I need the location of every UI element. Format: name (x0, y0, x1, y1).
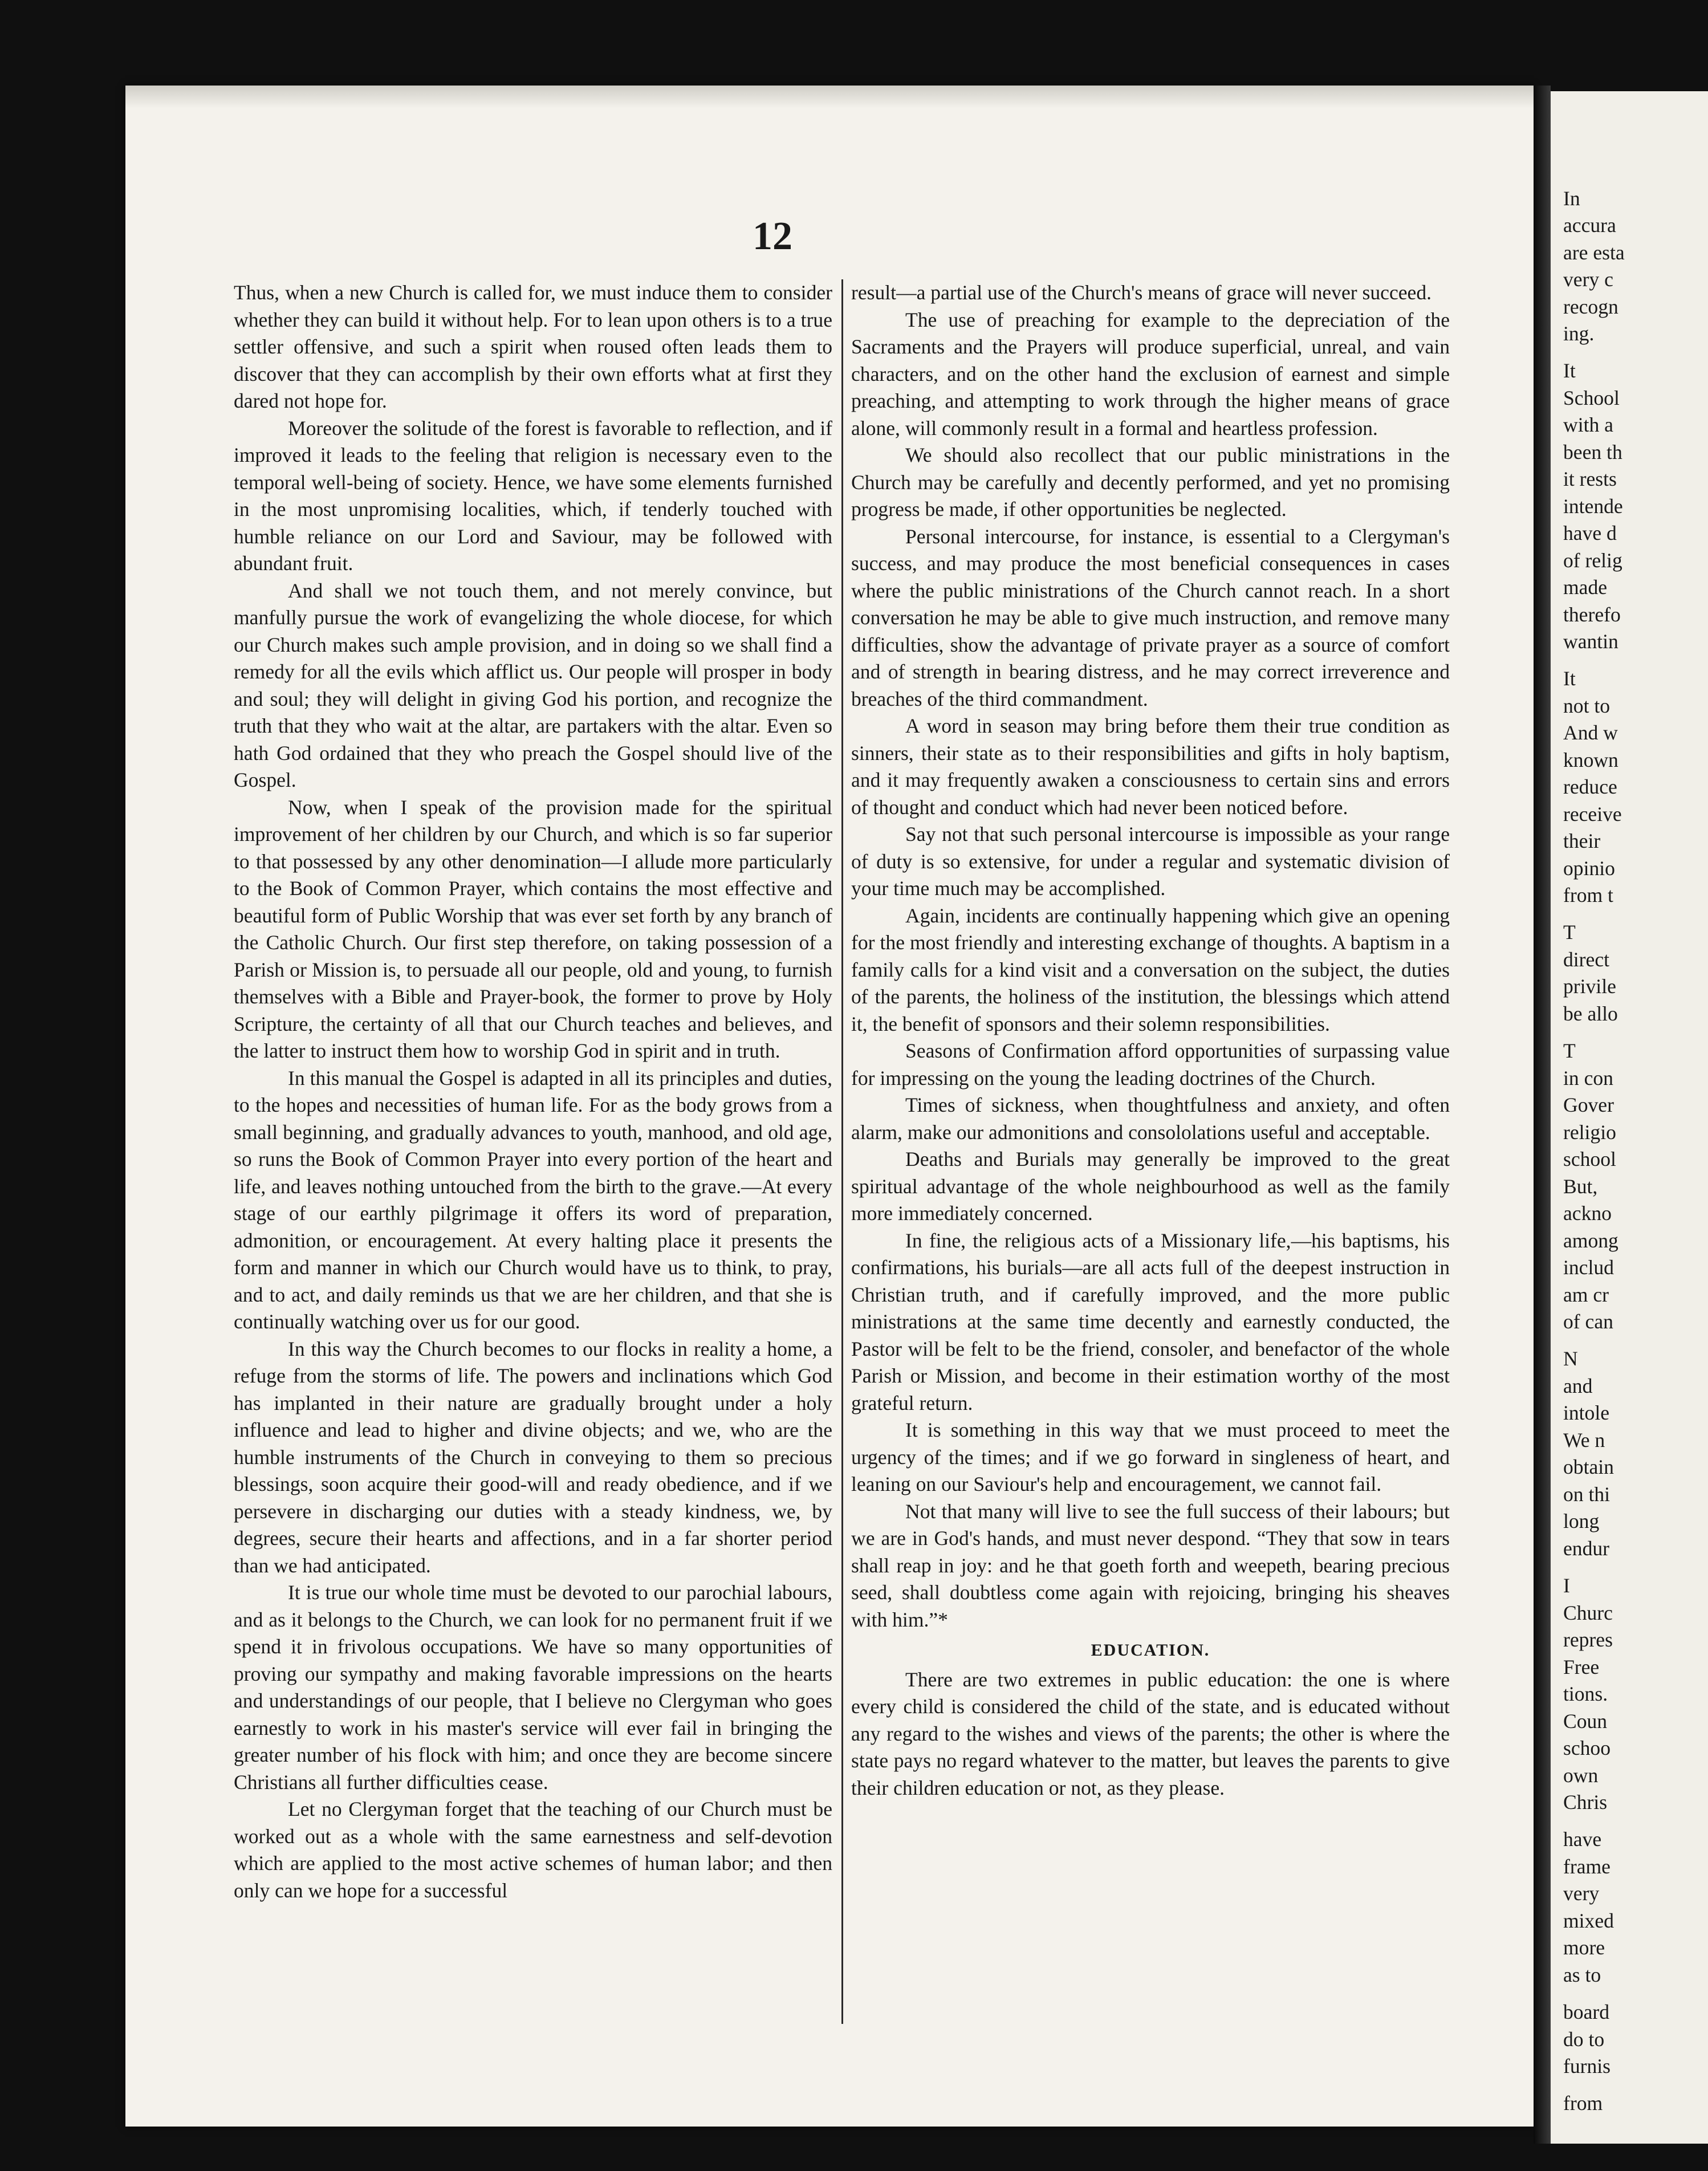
left-text-column (234, 279, 832, 2081)
adjacent-page-text-fragment: and (1563, 1375, 1593, 1397)
paragraph: Not that many will live to see the full success of their labours; but we are in God's hands, and must never despond. “They that sow in tears shall reap in joy: and he that goeth forth and weepeth, bearing precious seed, shall doubtless come again with rejoicing, bringing his sheaves with him.”* (851, 1499, 1450, 1631)
adjacent-page-text-fragment: I (1563, 1574, 1570, 1597)
adjacent-page-text-fragment: furnis (1563, 2055, 1611, 2078)
adjacent-page-text-fragment: mixed (1563, 1909, 1614, 1932)
adjacent-page-text-fragment: privile (1563, 975, 1616, 998)
paragraph: result—a partial use of the Church's means of grace will never succeed. (851, 281, 1432, 304)
adjacent-page-text-fragment: And w (1563, 721, 1618, 744)
adjacent-page-text-fragment: from (1563, 2092, 1603, 2115)
adjacent-page-text-fragment: be allo (1563, 1002, 1618, 1025)
adjacent-page-text-fragment: religio (1563, 1121, 1616, 1144)
adjacent-page-text-fragment: as to (1563, 1963, 1601, 1986)
adjacent-page-text-fragment: very c (1563, 268, 1613, 291)
adjacent-page-text-fragment: Free (1563, 1656, 1600, 1678)
paragraph: In this way the Church becomes to our flocks in reality a home, a refuge from the storms of life. The powers and inclinations which God has implanted in their nature are gradually brought under a holy influence and lead to higher and divine objects; and we, who are the humble instruments of the Church in conveying to them so precious blessings, soon acquire their good-will and ready obedience, and if we persevere in discharging our duties with a steady kindness, we, by degrees, secure their hearts and affections, and in a far shorter period than we had anticipated. (234, 1337, 832, 1577)
adjacent-page-fragment (1551, 91, 1708, 2144)
paragraph: Moreover the solitude of the forest is favorable to reflection, and if improved it leads to the feeling that religion is necessary even to the temporal well-being of society. Hence, we have some elements furnished in the most unpromising localities, which, if tenderly touched with humble reliance on our Lord and Saviour, may be followed with abundant fruit. (234, 416, 832, 575)
adjacent-page-text-fragment: Gover (1563, 1093, 1614, 1116)
adjacent-page-text-fragment: am cr (1563, 1283, 1609, 1306)
adjacent-page-text-fragment: repres (1563, 1628, 1613, 1651)
adjacent-page-text-fragment: We n (1563, 1429, 1605, 1452)
page-number: 12 (753, 214, 792, 258)
paragraph: A word in season may bring before them their true condition as sinners, their state as to their responsibilities and gifts in holy baptism, and it may frequently awaken a consciousness to certain sins and errors of thought and conduct which had never been noticed before. (851, 714, 1450, 819)
adjacent-page-text-fragment: more (1563, 1936, 1605, 1959)
paragraph: Personal intercourse, for instance, is essential to a Clergyman's success, and may produce the most beneficial consequences in cases where the public ministrations of the Church cannot reach. In a short conversation he may be able to give much instruction, and remove many difficulties, show the advantage of private prayer as a source of comfort and of strength in bearing distress, and he may correct irreverence and breaches of the third commandment. (851, 525, 1450, 710)
paragraph: The use of preaching for example to the depreciation of the Sacraments and the Prayers will produce superficial, unreal, and vain characters, and on the other hand the exclusion of earnest and simple preaching, and attempting to work through the higher means of grace alone, will commonly result in a formal and heartless profession. (851, 308, 1450, 440)
adjacent-page-text-fragment: recogn (1563, 295, 1618, 318)
adjacent-page-text-fragment: with a (1563, 413, 1613, 436)
paragraph: We should also recollect that our public ministrations in the Church may be carefully and decently performed, and yet no promising progress be made, if other opportunities be neglected. (851, 444, 1450, 521)
adjacent-page-text-fragment: not to (1563, 694, 1611, 717)
paragraph: It is true our whole time must be devoted to our parochial labours, and as it belongs to the Church, we can look for no permanent fruit if we spend it in frivolous occupations. We have so many opportunities of proving our sympathy and making favorable impressions on the hearts and understandings of our people, that I believe no Clergyman who goes earnestly to work in his master's service will ever fail in bringing the greater number of his flock with him; and once they are become sincere Christians all further difficulties cease. (234, 1581, 832, 1794)
paragraph: Again, incidents are continually happening which give an opening for the most friendly and interesting exchange of thoughts. A baptism in a family calls for a kind visit and a conversation on the subject, the duties of the parents, the holiness of the institution, the blessings which attend it, the benefit of sponsors and their solemn responsibilities. (851, 904, 1450, 1035)
adjacent-page-text-fragment: includ (1563, 1256, 1614, 1279)
adjacent-page-text-fragment: opinio (1563, 857, 1615, 880)
adjacent-page-text-fragment: it rests (1563, 467, 1617, 490)
adjacent-page-text-fragment: intole (1563, 1401, 1610, 1424)
paragraph: Say not that such personal intercourse is impossible as your range of duty is so extensive, for under a regular and systematic division of your time much may be accomplished. (851, 823, 1450, 900)
adjacent-page-text-fragment: Chris (1563, 1791, 1608, 1814)
adjacent-page-text-fragment: receive (1563, 803, 1622, 826)
paragraph: Seasons of Confirmation afford opportunities of surpassing value for impressing on the young the leading doctrines of the Church. (851, 1039, 1450, 1089)
book-gutter-shadow (1534, 86, 1551, 2144)
adjacent-page-text-fragment: reduce (1563, 775, 1617, 798)
adjacent-page-text-fragment: of relig (1563, 549, 1622, 572)
adjacent-page-text-fragment: ackno (1563, 1202, 1612, 1225)
paragraph: In fine, the religious acts of a Missionary life,—his baptisms, his confirmations, his burials—are all acts full of the deepest instruction in Christian truth, and if carefully improved, and the more public ministrations at the same time decently and earnestly conducted, the Pastor will be felt to be the friend, consoler, and benefactor of the whole Parish or Mission, and become in their estimation worthy of the most grateful return. (851, 1229, 1450, 1414)
adjacent-page-text-fragment: T (1563, 1039, 1576, 1062)
adjacent-page-text-fragment: from t (1563, 884, 1613, 906)
adjacent-page-text-fragment: are esta (1563, 241, 1625, 264)
paragraph: Let no Clergyman forget that the teaching of our Church must be worked out as a whole with the same earnestness and self-devotion which are applied to the most active schemes of human labor; and then only can we hope for a successful (234, 1798, 832, 1902)
adjacent-page-text-fragment: direct (1563, 948, 1609, 971)
adjacent-page-text-fragment: long (1563, 1510, 1600, 1532)
paragraph: In this manual the Gospel is adapted in all its principles and duties, to the hopes and necessities of human life. For as the body grows from a small beginning, and gradually advances to youth, manhood, and old age, so runs the Book of Common Prayer into every portion of the heart and life, and leaves nothing untouched from the birth to the grave.—At every stage of our earthly pilgrimage it offers its word of preparation, admonition, or encouragement. At every halting place it presents the form and manner in which our Church would have us to think, to pray, and to act, and daily reminds us that we are her children, and that she is continually watching over us for our good. (234, 1066, 832, 1333)
adjacent-page-text-fragment: frame (1563, 1855, 1611, 1878)
adjacent-page-text-fragment: It (1563, 359, 1576, 382)
adjacent-page-text-fragment: been th (1563, 441, 1622, 464)
adjacent-page-text-fragment: obtain (1563, 1456, 1614, 1478)
paragraph: And shall we not touch them, and not merely convince, but manfully pursue the work of evangelizing the whole diocese, for which our Church makes such ample provision, and in doing so we shall find a remedy for all the evils which afflict us. Our people will prosper in body and soul; they will delight in giving God his portion, and recognize the truth that they who wait at the altar, are partakers with the altar. Even so hath God ordained that they who preach the Gospel should live of the Gospel. (234, 579, 832, 791)
adjacent-page-text-fragment: tions. (1563, 1682, 1608, 1705)
adjacent-page-text-fragment: have d (1563, 522, 1617, 544)
paragraph: Thus, when a new Church is called for, we must induce them to consider whether they can build it without help. For to lean upon others is to a true settler offensive, and such a spirit when roused often leads them to discover that they can accomplish by their own efforts what at first they dared not hope for. (234, 281, 832, 412)
adjacent-page-text-fragment: wantin (1563, 630, 1618, 653)
adjacent-page-text-fragment: intende (1563, 495, 1623, 518)
adjacent-page-text-fragment: accura (1563, 214, 1616, 237)
adjacent-page-text-fragment: school (1563, 1148, 1616, 1170)
adjacent-page-text-fragment: very (1563, 1882, 1600, 1905)
adjacent-page-text-fragment: endur (1563, 1537, 1610, 1560)
adjacent-page-text-fragment: made (1563, 576, 1608, 599)
adjacent-page-text-fragment: therefo (1563, 603, 1621, 626)
adjacent-page-text-fragment: schoo (1563, 1737, 1611, 1759)
paragraph: It is something in this way that we must proceed to meet the urgency of the times; and if we go forward in singleness of heart, and leaning on our Saviour's help and encouragement, we cannot fail. (851, 1418, 1450, 1495)
paragraph: Times of sickness, when thoughtfulness and anxiety, and often alarm, make our admonitions and consololations useful and acceptable. (851, 1093, 1450, 1144)
paragraph: Now, when I speak of the provision made for the spiritual improvement of her children by our Church, and which is so far superior to that possessed by any other denomination—I allude more particularly to the Book of Common Prayer, which contains the most effective and beautiful form of Public Worship that was ever set forth by any branch of the Catholic Church. Our first step therefore, on taking possession of a Parish or Mission is, to persuade all our people, old and young, to furnish themselves with a Bible and Prayer-book, the former to prove by Holy Scripture, the certainty of all that our Church teaches and believes, and the latter to instruct them how to worship God in spirit and in truth. (234, 795, 832, 1062)
right-text-column (851, 279, 1450, 2081)
adjacent-page-text-fragment: their (1563, 830, 1601, 852)
adjacent-page-text-fragment: in con (1563, 1067, 1613, 1089)
adjacent-page-text-fragment: board (1563, 2001, 1610, 2023)
column-divider (841, 279, 843, 2024)
section-heading: EDUCATION. (1091, 1641, 1210, 1660)
adjacent-page-text-fragment: T (1563, 921, 1576, 944)
adjacent-page-text-fragment: on thi (1563, 1483, 1611, 1506)
adjacent-page-text-fragment: Coun (1563, 1710, 1608, 1733)
adjacent-page-text-fragment: do to (1563, 2028, 1605, 2051)
adjacent-page-text-fragment: It (1563, 667, 1576, 690)
paragraph: Deaths and Burials may generally be improved to the great spiritual advantage of the whole neighbourhood as well as the family more immediately concerned. (851, 1148, 1450, 1225)
paragraph: There are two extremes in public education: the one is where every child is considered the child of the state, and is educated without any regard to the wishes and views of the parents; the other is where the state pays no regard whatever to the matter, but leaves the parents to give their children education or not, as they please. (851, 1668, 1450, 1799)
adjacent-page-text-fragment: among (1563, 1229, 1618, 1252)
adjacent-page-text-fragment: But, (1563, 1175, 1598, 1198)
adjacent-page-text-fragment: School (1563, 387, 1620, 409)
document-page (125, 86, 1534, 2127)
adjacent-page-text-fragment: known (1563, 749, 1618, 771)
adjacent-page-text-fragment: N (1563, 1347, 1578, 1370)
adjacent-page-text-fragment: ing. (1563, 322, 1595, 345)
page-top-edge (125, 86, 1534, 108)
adjacent-page-text-fragment: of can (1563, 1310, 1613, 1333)
adjacent-page-text-fragment: have (1563, 1828, 1602, 1851)
adjacent-page-text-fragment: own (1563, 1764, 1599, 1787)
adjacent-page-text-fragment: Churc (1563, 1601, 1613, 1624)
adjacent-page-text-fragment: In (1563, 187, 1580, 210)
